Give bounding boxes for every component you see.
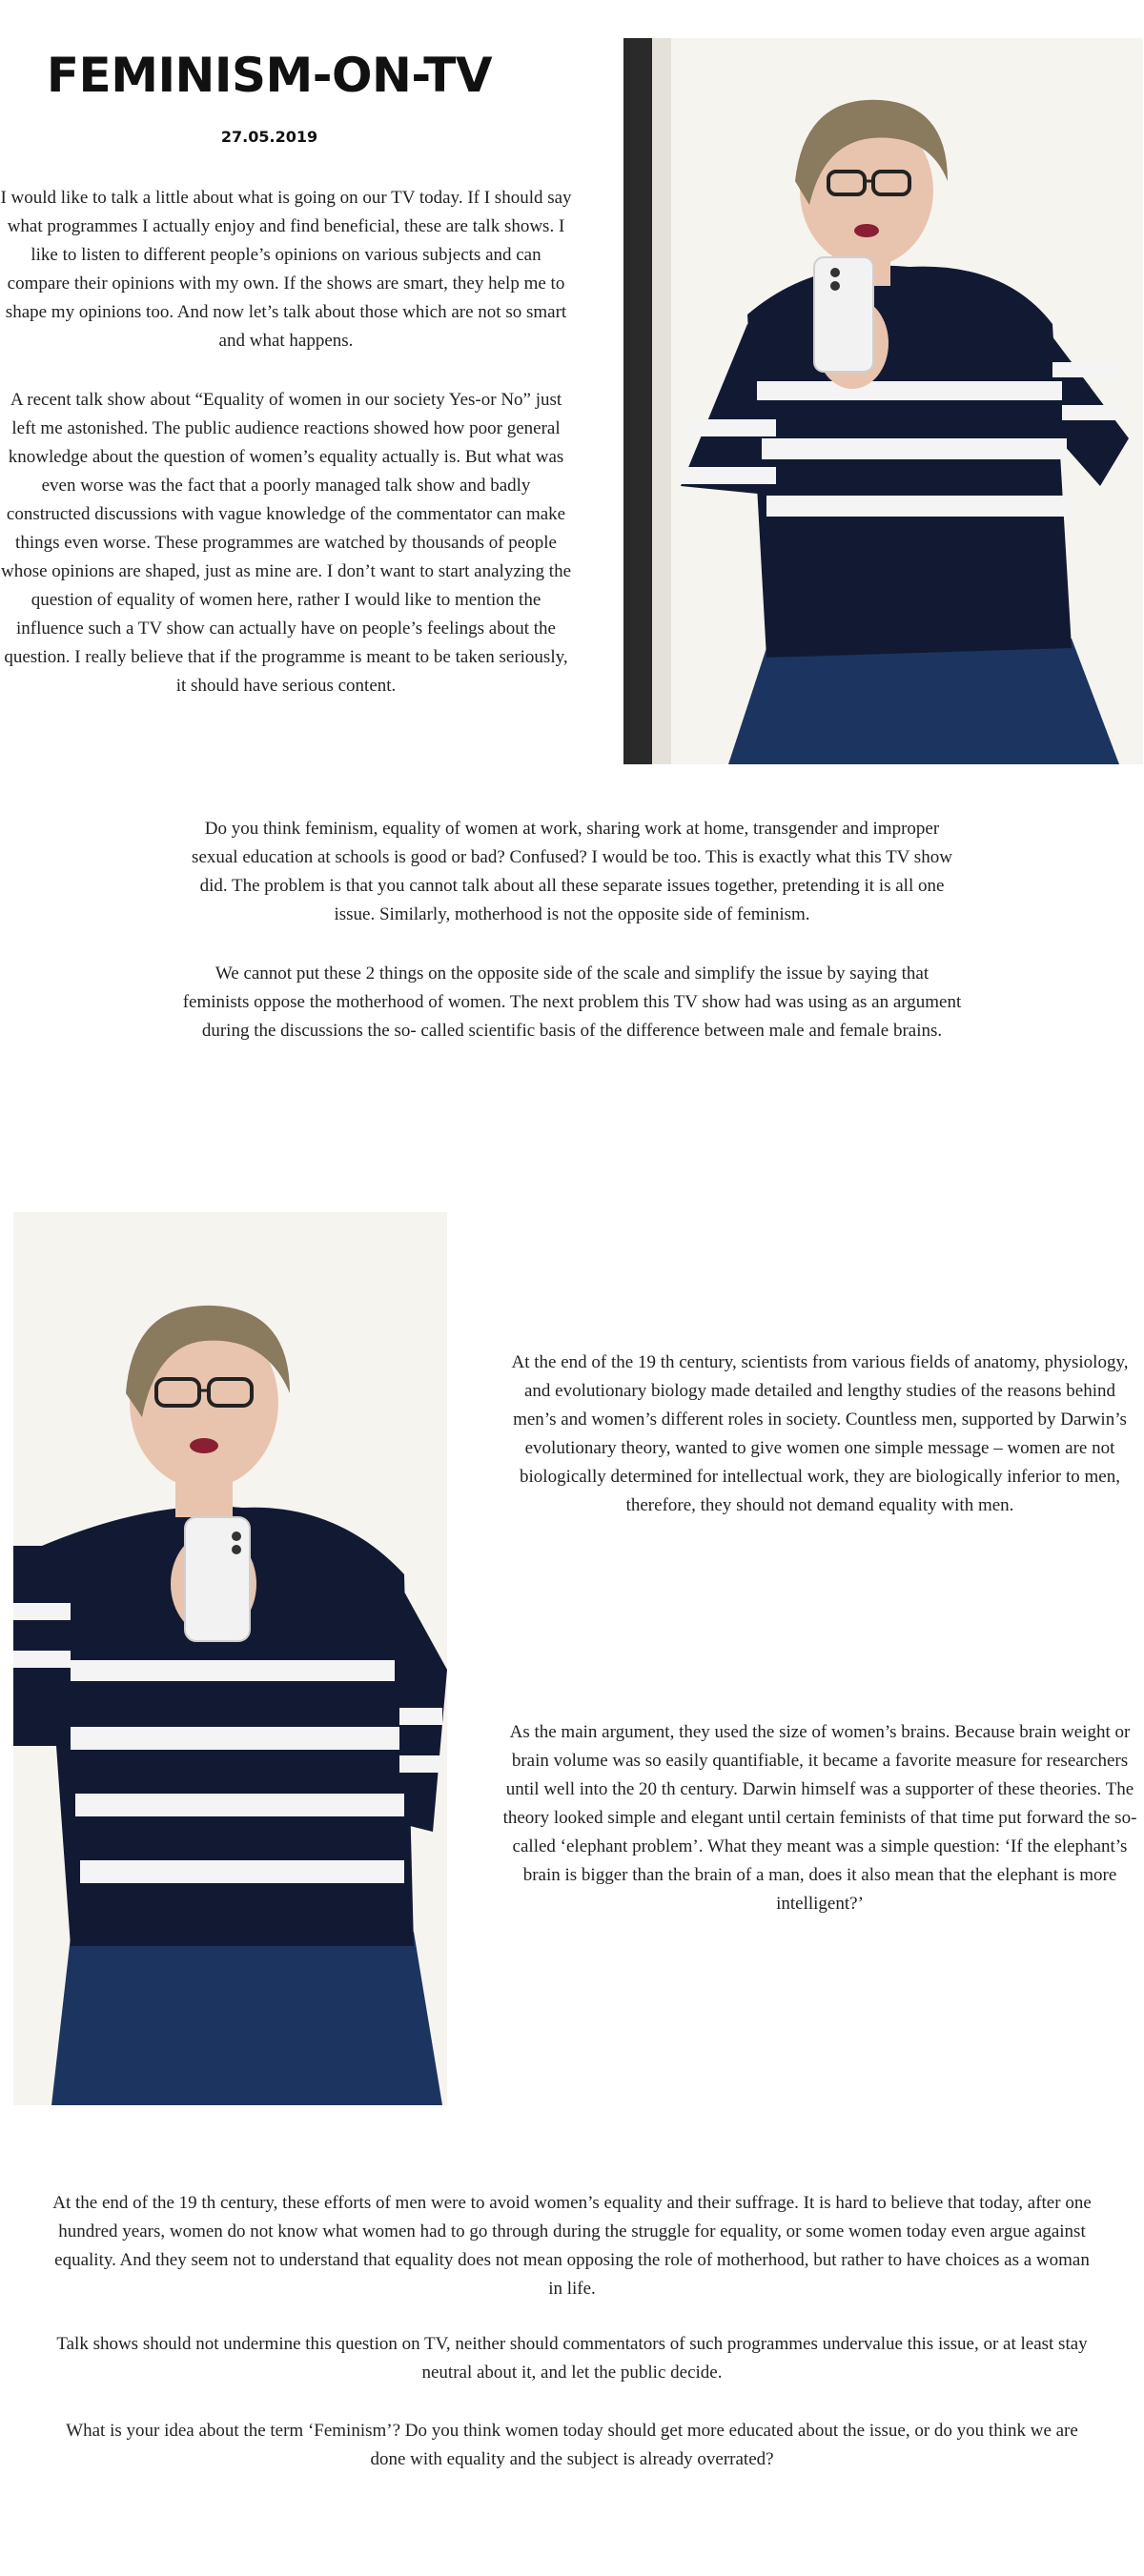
closing-paragraph-3-text: What is your idea about the term ‘Feminism’? Do you think women today should get more educated about the issue, or do you think we are done with equality and the subject is already overrated? <box>66 2421 1078 2469</box>
side-paragraph-1-text: At the end of the 19 th century, scientists from various fields of anatomy, physiology, and evolutionary biology made detailed and lengthy studies of the reasons behind men’s and women’s different roles in society. Countless men, supported by Darwin’s evolutionary theory, wanted to give women one simple message – women are not biologically determined for intellectual work, they are biologically inferior to men, therefore, they should not demand equality with men. <box>511 1352 1129 1515</box>
closing-paragraph-1-text: At the end of the 19 th century, these efforts of men were to avoid women’s equality and their suffrage. It is hard to believe that today, after one hundred years, women do not know what women had to go through during the struggle for equality, or some women today even argue against equality. And they seem not to understand that equality does not mean opposing the role of motherhood, but rather to have choices as a woman in life. <box>52 2193 1092 2299</box>
intro-paragraph-1 <box>0 184 572 355</box>
middle-paragraph-1-text: Do you think feminism, equality of women at work, sharing work at home, transgender and improper sexual education at schools is good or bad? Confused? I would be too. This is exactly what this TV show did. The problem is that you cannot talk about all these separate issues together, pretending it is all one issue. Similarly, motherhood is not the opposite side of feminism. <box>192 819 952 924</box>
intro-paragraph-2-text: A recent talk show about “Equality of women in our society Yes-or No” just left me astonished. The public audience reactions showed how poor general knowledge about the question of women’s equality actually is. But what was even worse was the fact that a poorly managed talk show and badly constructed discussions with vague knowledge of the commentator can make things even worse. These programmes are watched by thousands of people whose opinions are shaped, just as mine are. I don’t want to start analyzing the question of equality of women here, rather I would like to mention the influence such a TV show can actually have on people’s feelings about the question. I really believe that if the programme is meant to be taken seriously, it should have serious content. <box>1 390 571 696</box>
author-photo-1-image <box>623 38 1143 764</box>
closing-paragraph-1 <box>48 2189 1096 2303</box>
closing-paragraph-2 <box>48 2330 1096 2387</box>
side-paragraph-2 <box>500 1718 1139 1918</box>
author-photo-1 <box>623 38 1143 764</box>
side-paragraph-2-text: As the main argument, they used the size of women’s brains. Because brain weight or brain volume was so easily quantifiable, it became a favorite measure for researchers until well into the 20 th century. Darwin himself was a supporter of these theories. The theory looked simple and elegant until certain feminists of that time put forward the so-called ‘elephant problem’. What they meant was a simple question: ‘If the elephant’s brain is bigger than the brain of a man, does it also mean that the elephant is more intelligent?’ <box>502 1722 1137 1914</box>
closing-paragraph-2-text: Talk shows should not undermine this question on TV, neither should commentators of such programmes undervalue this issue, or at least stay neutral about it, and let the public decide. <box>56 2334 1088 2383</box>
middle-paragraph-2 <box>181 960 963 1045</box>
closing-paragraph-3 <box>48 2417 1096 2474</box>
middle-paragraph-2-text: We cannot put these 2 things on the opposite side of the scale and simplify the issue by saying that feminists oppose the motherhood of women. The next problem this TV show had was using as an argument during the discussions the so- called scientific basis of the difference between male and female brains. <box>182 963 962 1041</box>
intro-paragraph-2 <box>0 386 572 700</box>
article-title: FEMINISM-ON-TV <box>46 48 493 103</box>
article-date: 27.05.2019 <box>220 128 318 146</box>
middle-paragraph-1 <box>181 815 963 929</box>
side-paragraph-1 <box>500 1349 1139 1520</box>
author-photo-2-image <box>13 1212 447 2105</box>
author-photo-2 <box>13 1212 447 2105</box>
intro-paragraph-1-text: I would like to talk a little about what is going on our TV today. If I should say what programmes I actually enjoy and find beneficial, these are talk shows. I like to listen to different people’s opinions on various subjects and can compare their opinions with my own. If the shows are smart, they help me to shape my opinions too. And now let’s talk about those which are not so smart and what happens. <box>0 188 572 351</box>
